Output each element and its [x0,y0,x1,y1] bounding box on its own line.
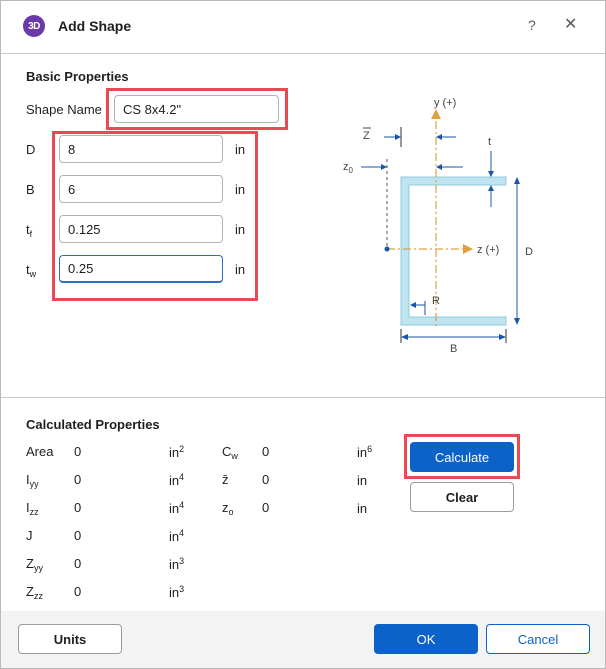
r-arrowhead [410,302,416,308]
ok-button[interactable]: OK [374,624,478,654]
shear-center-dot [385,247,390,252]
t-arrowhead-bottom [488,185,494,191]
zzz-label: $Z_{zz}$ [26,584,43,601]
zo-label: $z_o$ [222,500,234,517]
title-bar [1,1,605,53]
zyy-unit: $in^3$ [169,556,185,572]
shape-name-label: Shape Name [26,102,102,117]
help-icon[interactable]: ? [528,17,536,33]
zo-value: 0 [262,500,270,515]
t-label: t [488,136,492,148]
calculate-button[interactable]: Calculate [410,442,514,472]
r-label: R [432,295,440,307]
units-button[interactable]: Units [18,624,122,654]
iyy-value: 0 [74,472,82,487]
j-label: J [26,528,33,543]
iyy-unit: $in^4$ [169,472,185,488]
zbar-arrowhead-left [395,134,401,140]
dim-d-label: D [26,142,36,157]
dialog-footer [1,611,605,668]
cw-unit: $in^6$ [357,444,373,460]
shape-name-highlight [106,88,288,130]
section-divider [1,397,605,398]
cancel-button[interactable]: Cancel [486,624,590,654]
z0-label: $z_0$ [343,161,353,175]
app-logo-icon: 3D [23,15,45,37]
dimensions-highlight [52,131,258,301]
dialog-title: Add Shape [58,18,132,34]
zbar-prop-unit: in [357,473,368,488]
izz-unit: $in^4$ [169,500,185,516]
dim-tw-unit: in [235,262,246,277]
z-axis-arrow [463,244,473,254]
title-divider [1,53,605,54]
t-arrowhead-top [488,171,494,177]
dim-tw-label: $t_w$ [26,262,37,279]
dim-d-unit: in [235,142,246,157]
dim-b-label: B [26,182,35,197]
channel-section-diagram [331,89,531,359]
z0-arrowhead-right [436,164,442,170]
j-unit: $in^4$ [169,528,185,544]
calculate-highlight [404,434,520,479]
area-unit: $in^2$ [169,444,185,460]
basic-properties-title: Basic Properties [26,69,129,84]
zbar-arrowhead-right [436,134,442,140]
izz-label: $I_{zz}$ [26,500,39,517]
d-arrowhead-top [514,177,520,184]
area-value: 0 [74,444,82,459]
zbar-prop-label: z̄ [222,472,229,487]
d-arrowhead-bottom [514,318,520,325]
dim-tf-unit: in [235,222,246,237]
cw-label: $C_w$ [222,444,238,461]
izz-value: 0 [74,500,82,515]
z0-arrowhead-left [381,164,387,170]
b-arrowhead-left [401,334,408,340]
zbar-label: Z [363,130,370,142]
zzz-unit: $in^3$ [169,584,185,600]
close-icon[interactable]: ✕ [564,16,578,33]
dim-tf-label: $t_f$ [26,222,33,239]
area-label: Area [26,444,54,459]
zyy-label: $Z_{yy}$ [26,556,43,573]
y-axis-label: y (+) [434,97,457,109]
y-axis-arrow [431,109,441,119]
dim-b-unit: in [235,182,246,197]
zo-unit: in [357,501,368,516]
zyy-value: 0 [74,556,82,571]
b-label: B [450,343,458,355]
zzz-value: 0 [74,584,82,599]
iyy-label: $I_{yy}$ [26,472,39,489]
b-arrowhead-right [499,334,506,340]
d-label: D [525,246,533,258]
j-value: 0 [74,528,82,543]
calculated-properties-title: Calculated Properties [26,417,160,432]
zbar-prop-value: 0 [262,472,270,487]
clear-button[interactable]: Clear [410,482,514,512]
z-axis-label: z (+) [477,244,500,256]
cw-value: 0 [262,444,270,459]
